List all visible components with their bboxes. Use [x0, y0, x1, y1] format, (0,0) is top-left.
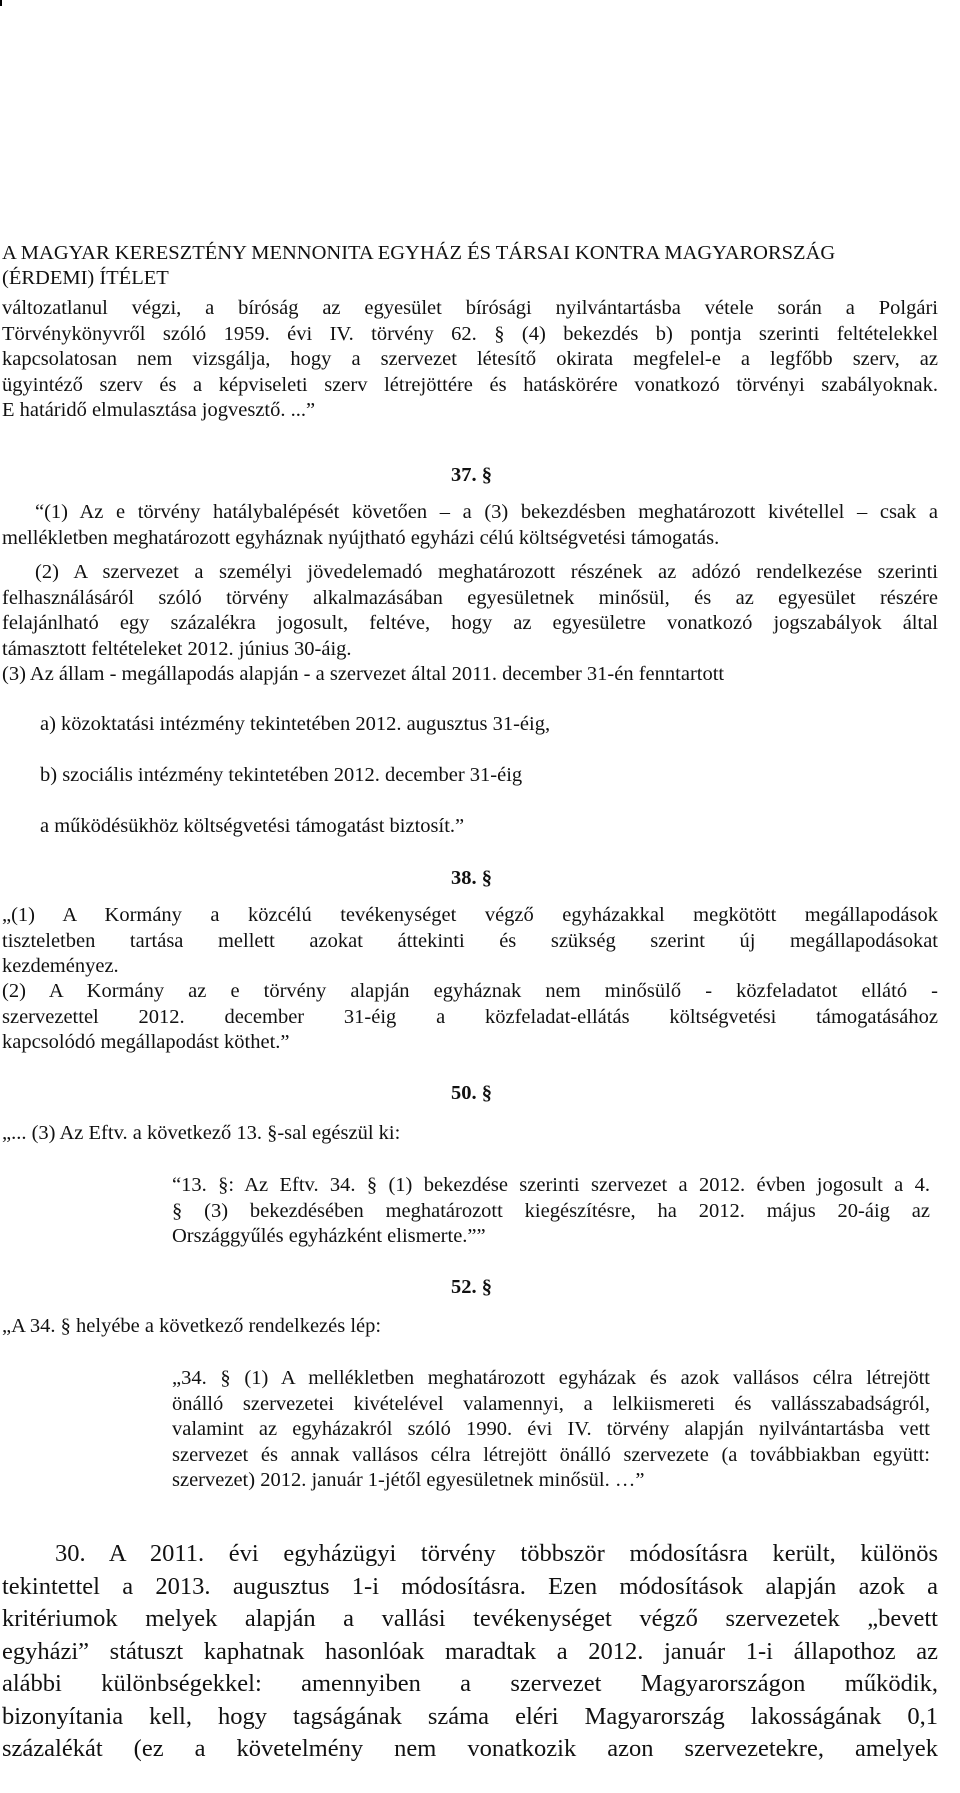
text-line: egyházi” státuszt kaphatnak hasonlóak maradtak a 2012. január 1-i állapothoz az	[2, 1637, 938, 1665]
section-52-title: 52. §	[451, 1276, 492, 1298]
text-line: ügyintéző szerv és a képviseleti szerv létrejöttére és hatáskörére vonatkozó törvényi szabályoknak.	[2, 373, 938, 396]
section-50-quote	[172, 1173, 930, 1250]
section-37-p3: (3) Az állam - megállapodás alapján - a szervezet által 2011. december 31-én fenntartott	[2, 663, 725, 685]
text-line: tiszteletben tartása mellett azokat áttekinti és szükség szerint új megállapodásokat	[2, 929, 938, 952]
corner-mark	[0, 0, 2, 6]
text-line: (2) A szervezet a személyi jövedelemadó meghatározott részének az adózó rendelkezése szerinti	[35, 561, 938, 583]
text-line: valamint az egyházakról szóló 1990. évi IV. törvény alapján nyilvántartásba vett	[172, 1418, 930, 1440]
section-37-title: 37. §	[451, 464, 492, 486]
text-line: mellékletben meghatározott egyháznak nyújtható egyházi célú költségvetési támogatás.	[2, 526, 720, 549]
text-line: tekintettel a 2013. augusztus 1-i módosításra. Ezen módosítások alapján azok a	[2, 1572, 938, 1600]
text-line: (2) A Kormány az e törvény alapján egyháznak nem minősülő - közfeladatot ellátó -	[2, 980, 938, 1002]
section-38-p1	[2, 903, 938, 980]
section-52-quote	[172, 1366, 930, 1494]
intro-paragraph	[2, 296, 938, 424]
section-50-title: 50. §	[451, 1082, 492, 1104]
text-line: E határidő elmulasztása jogvesztő. ...”	[2, 399, 316, 421]
section-37-p2	[2, 560, 938, 662]
text-line: kritériumok melyek alapján a vallási tevékenységet végző szervezetek „bevett	[2, 1605, 938, 1632]
page-header	[2, 241, 942, 291]
text-line: Országgyűlés egyházként elismerte.””	[172, 1225, 486, 1247]
text-line: 30. A 2011. évi egyházügyi törvény többször módosításra került, különös	[55, 1540, 938, 1567]
text-line: felajánlható egy százalékra jogosult, feltéve, hogy az egyesületre vonatkozó jogszabályok által	[2, 612, 938, 634]
text-line: szervezettel 2012. december 31-éig a közfeladat-ellátás költségvetési támogatásához	[2, 1005, 938, 1028]
text-line: “13. §: Az Eftv. 34. § (1) bekezdése szerinti szervezet a 2012. évben jogosult a 4.	[172, 1174, 930, 1196]
section-37-p1	[2, 500, 938, 551]
section-50-lead: „... (3) Az Eftv. a következő 13. §-sal egészül ki:	[2, 1122, 401, 1144]
text-line: támasztott feltételeket 2012. június 30-áig.	[2, 637, 352, 660]
text-line: kapcsolatosan nem vizsgálja, hogy a szervezet létesítő okirata megfelel-e a legfőbb szerv, az	[2, 348, 938, 370]
text-line: szervezet) 2012. január 1-jétől egyesületnek minősül. …”	[172, 1469, 645, 1491]
header-subtitle: (ÉRDEMI) ÍTÉLET	[2, 267, 169, 289]
text-line: szervezet és annak vallásos célra létrejött önálló szervezete (a továbbiakban együtt:	[172, 1443, 930, 1466]
text-line: „34. § (1) A mellékletben meghatározott egyházak és azok vallásos célra létrejött	[172, 1367, 930, 1389]
text-line: kezdeményez.	[2, 955, 119, 977]
text-line: változatlanul végzi, a bíróság az egyesület bírósági nyilvántartásba vétele során a Polgári	[2, 297, 938, 319]
text-line: önálló szervezetei kivételével valamennyi, a lelkiismereti és vallásszabadságról,	[172, 1392, 930, 1415]
section-38-p2	[2, 979, 938, 1056]
text-line: „(1) A Kormány a közcélú tevékenységet végző egyházakkal megkötött megállapodások	[2, 904, 938, 926]
section-37-item-b: b) szociális intézmény tekintetében 2012. december 31-éig	[40, 764, 523, 786]
paragraph-30	[2, 1538, 938, 1766]
header-title: A MAGYAR KERESZTÉNY MENNONITA EGYHÁZ ÉS TÁRSAI KONTRA MAGYARORSZÁG	[2, 242, 836, 264]
section-38-title: 38. §	[451, 867, 492, 889]
text-line: bizonyítania kell, hogy tagságának száma eléri Magyarország lakosságának 0,1	[2, 1702, 938, 1730]
section-37-closing: a működésükhöz költségvetési támogatást biztosít.”	[40, 815, 465, 837]
text-line: kapcsolódó megállapodást köthet.”	[2, 1031, 290, 1053]
section-37-item-a: a) közoktatási intézmény tekintetében 2012. augusztus 31-éig,	[40, 713, 551, 735]
text-line: alábbi különbségekkel: amennyiben a szervezet Magyarországon működik,	[2, 1670, 938, 1697]
text-line: § (3) bekezdésében meghatározott kiegészítésre, ha 2012. május 20-áig az	[172, 1199, 930, 1222]
section-52-lead: „A 34. § helyébe a következő rendelkezés lép:	[2, 1315, 382, 1337]
text-line: Törvénykönyvről szóló 1959. évi IV. törvény 62. § (4) bekezdés b) pontja szerinti feltételekkel	[2, 322, 938, 345]
text-line: “(1) Az e törvény hatálybalépését követően – a (3) bekezdésben meghatározott kivétellel – csak a	[35, 501, 938, 523]
text-line: százalékát (ez a követelmény nem vonatkozik azon szervezetekre, amelyek	[2, 1735, 938, 1762]
text-line: felhasználásáról szóló törvény alkalmazásában egyesületnek minősül, és az egyesület részére	[2, 586, 938, 609]
